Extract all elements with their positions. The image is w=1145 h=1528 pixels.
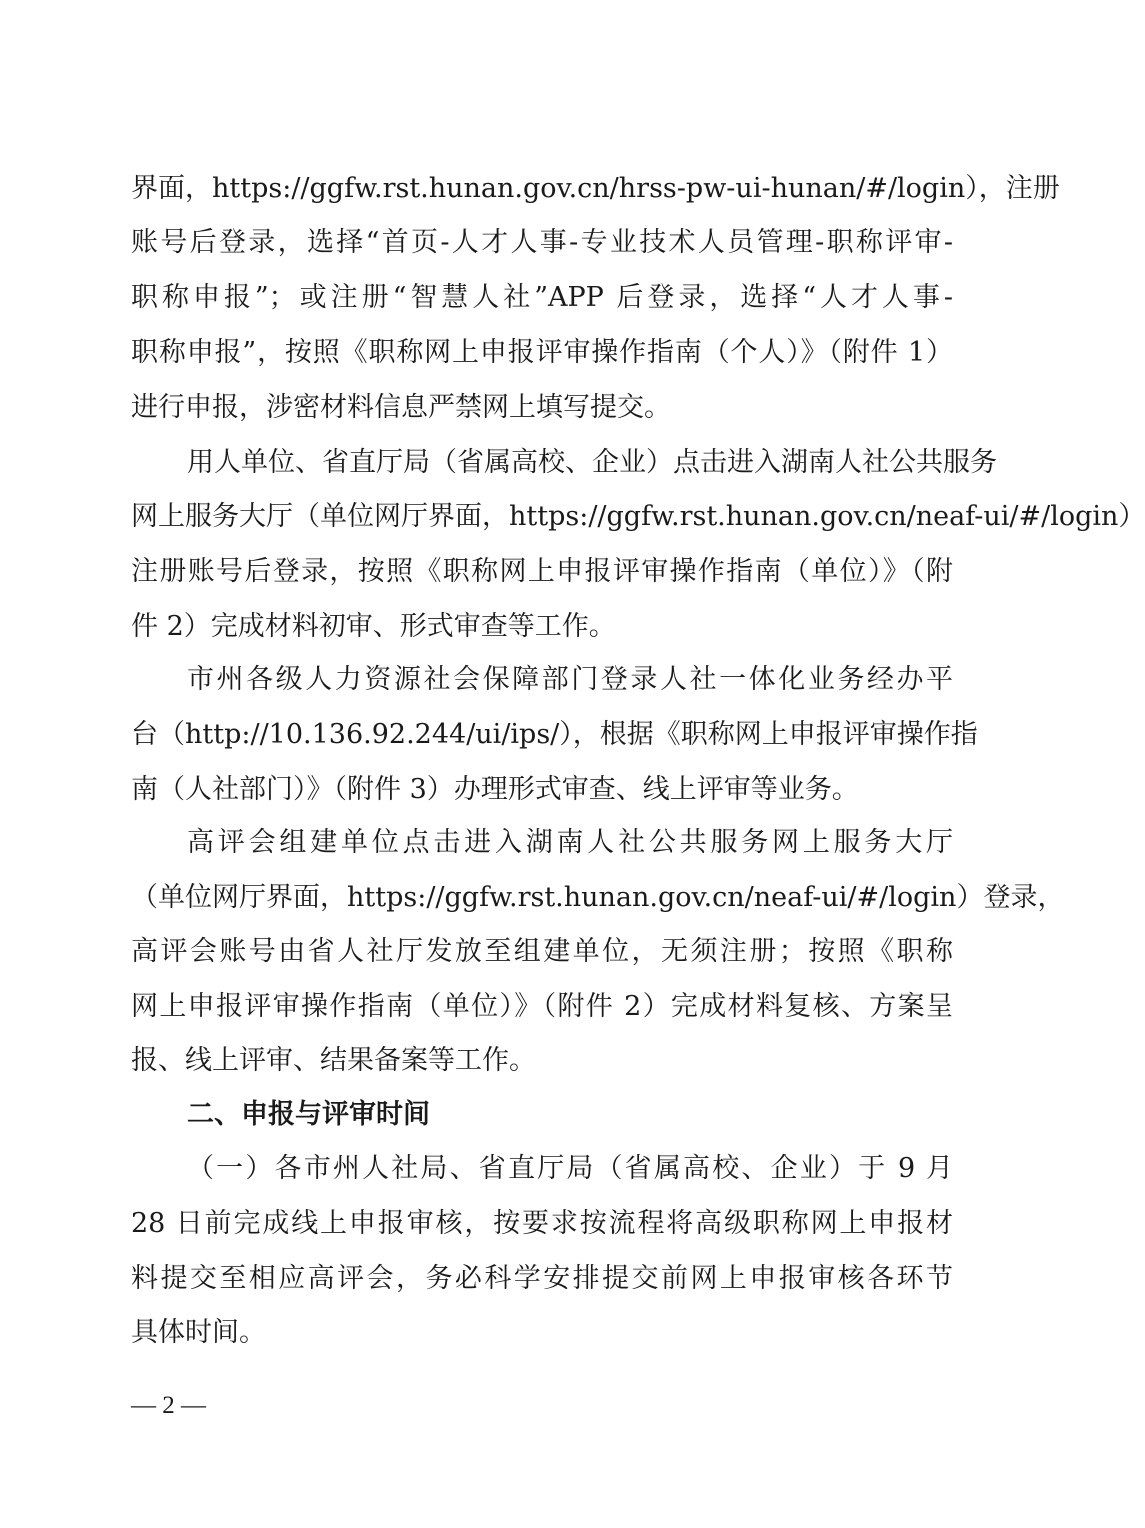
paragraph-3-line-1: 市州各级人力资源社会保障部门登录人社一体化业务经办平 [187,664,953,695]
paragraph-1-line-2: 账号后登录，选择“首页-人才人事-专业技术人员管理-职称评审- [131,227,953,258]
paragraph-1-line-5: 进行申报，涉密材料信息严禁网上填写提交。 [131,392,671,423]
paragraph-1-line-1: 界面，https://ggfw.rst.hunan.gov.cn/hrss-pw-ui-hunan/#/login），注册 [131,173,1060,204]
section-heading: 二、申报与评审时间 [187,1099,430,1130]
paragraph-2-line-1: 用人单位、省直厅局（省属高校、企业）点击进入湖南人社公共服务 [187,447,997,478]
paragraph-5-line-2: 28 日前完成线上申报审核，按要求按流程将高级职称网上申报材 [131,1208,953,1239]
paragraph-4-line-4: 网上申报评审操作指南（单位）》（附件 2）完成材料复核、方案呈 [131,991,953,1022]
paragraph-5-line-1: （一）各市州人社局、省直厅局（省属高校、企业）于 9 月 [187,1153,953,1184]
paragraph-4-line-3: 高评会账号由省人社厅发放至组建单位，无须注册；按照《职称 [131,936,953,967]
paragraph-4-line-2: （单位网厅界面，https://ggfw.rst.hunan.gov.cn/neaf-ui/#/login）登录， [131,882,1065,913]
paragraph-3-line-2: 台（http://10.136.92.244/ui/ips/），根据《职称网上申报评审操作指 [131,719,978,750]
paragraph-5-line-4: 具体时间。 [131,1317,266,1348]
paragraph-2-line-3: 注册账号后登录，按照《职称网上申报评审操作指南（单位）》（附 [131,556,953,587]
paragraph-2-line-2: 网上服务大厅（单位网厅界面，https://ggfw.rst.hunan.gov.cn/neaf-ui/#/login） [131,501,1145,532]
page-number: — 2 — [131,1392,206,1419]
paragraph-2-line-4: 件 2）完成材料初审、形式审查等工作。 [131,611,616,642]
paragraph-5-line-3: 料提交至相应高评会，务必科学安排提交前网上申报审核各环节 [131,1263,953,1294]
paragraph-3-line-3: 南（人社部门）》（附件 3）办理形式审查、线上评审等业务。 [131,774,859,805]
paragraph-1-line-3: 职称申报”；或注册“智慧人社”APP 后登录，选择“人才人事- [131,282,953,313]
paragraph-4-line-1: 高评会组建单位点击进入湖南人社公共服务网上服务大厅 [187,827,953,858]
paragraph-4-line-5: 报、线上评审、结果备案等工作。 [131,1045,536,1076]
paragraph-1-line-4: 职称申报”，按照《职称网上申报评审操作指南（个人）》（附件 1） [131,337,953,368]
